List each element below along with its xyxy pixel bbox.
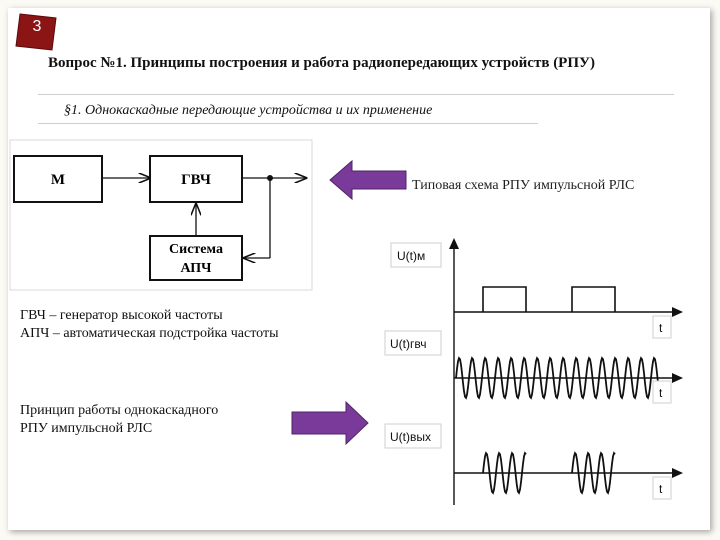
apch-label-line1: Система — [169, 242, 223, 257]
signal-label-modulator: U(t)м — [397, 249, 426, 263]
modulator-pulse-2 — [572, 287, 615, 312]
typical-scheme-label: Типовая схема РПУ импульсной РЛС — [412, 178, 635, 193]
modulator-label: М — [50, 172, 66, 188]
t-label-3: t — [659, 482, 663, 496]
definition-apch: АПЧ – автоматическая подстройка частоты — [20, 326, 279, 341]
axis-output-arrowhead — [672, 468, 683, 478]
axis-modulator-arrowhead — [672, 307, 683, 317]
axis-gvch-arrowhead — [672, 373, 683, 383]
slide-title: Вопрос №1. Принципы построения и работа радиопередающих устройств (РПУ) — [48, 55, 596, 71]
principle-line-2: РПУ импульсной РЛС — [20, 421, 153, 436]
signal-label-gvch: U(t)гвч — [390, 337, 427, 351]
t-label-1: t — [659, 321, 663, 335]
vertical-axis-arrowhead — [449, 238, 459, 249]
definition-gvch: ГВЧ – генератор высокой частоты — [20, 308, 223, 323]
timing-diagram — [449, 238, 683, 505]
gvch-label: ГВЧ — [181, 172, 211, 188]
slide-number: 3 — [32, 18, 42, 35]
principle-caption — [20, 402, 218, 438]
slide-subtitle: §1. Однокаскадные передающие устройства и их применение — [64, 103, 433, 118]
t-label-2: t — [659, 386, 663, 400]
definitions — [20, 307, 279, 343]
left-pointing-arrow — [330, 161, 406, 199]
principle-line-1: Принцип работы однокаскадного — [20, 403, 219, 418]
signal-label-output: U(t)вых — [390, 430, 431, 444]
right-pointing-arrow — [292, 402, 368, 444]
modulator-pulse-1 — [483, 287, 526, 312]
apch-label-line2: АПЧ — [180, 261, 212, 276]
